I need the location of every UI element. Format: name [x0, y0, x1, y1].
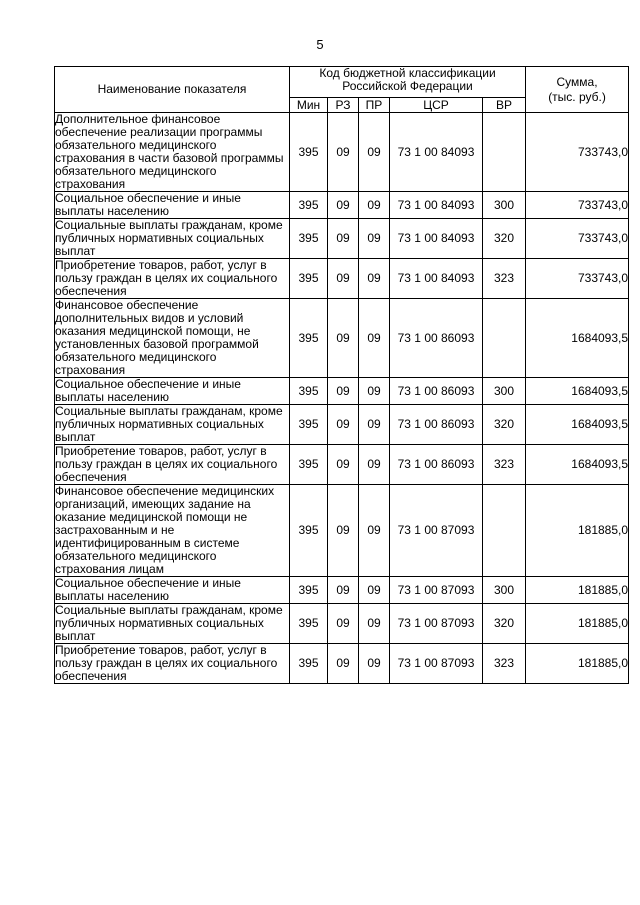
cell-csr: 73 1 00 84093: [390, 192, 483, 219]
cell-sum: 181885,0: [526, 577, 629, 604]
cell-name: Социальные выплаты гражданам, кроме публичных нормативных социальных выплат: [55, 405, 290, 445]
table-row: [55, 445, 629, 485]
cell-name: Социальное обеспечение и иные выплаты населению: [55, 378, 290, 405]
cell-min: 395: [290, 445, 328, 485]
cell-name: Социальное обеспечение и иные выплаты населению: [55, 577, 290, 604]
column-header-csr: ЦСР: [390, 98, 483, 113]
table-row: [55, 405, 629, 445]
cell-vr: [483, 299, 526, 378]
cell-csr: 73 1 00 86093: [390, 405, 483, 445]
cell-sum: 181885,0: [526, 485, 629, 577]
cell-min: 395: [290, 604, 328, 644]
cell-csr: 73 1 00 84093: [390, 219, 483, 259]
cell-csr: 73 1 00 87093: [390, 604, 483, 644]
cell-rz: 09: [328, 378, 359, 405]
table-header: [55, 67, 629, 113]
cell-csr: 73 1 00 87093: [390, 644, 483, 684]
cell-pr: 09: [359, 577, 390, 604]
column-header-rz: РЗ: [328, 98, 359, 113]
cell-sum: 733743,0: [526, 219, 629, 259]
cell-rz: 09: [328, 299, 359, 378]
cell-csr: 73 1 00 87093: [390, 485, 483, 577]
column-header-name: Наименование показателя: [55, 67, 290, 113]
cell-sum: 181885,0: [526, 604, 629, 644]
cell-rz: 09: [328, 219, 359, 259]
cell-pr: 09: [359, 445, 390, 485]
cell-vr: [483, 113, 526, 192]
table-row: [55, 378, 629, 405]
table-row: [55, 485, 629, 577]
table-row: [55, 259, 629, 299]
cell-csr: 73 1 00 86093: [390, 299, 483, 378]
table-row: [55, 192, 629, 219]
table-row: [55, 644, 629, 684]
cell-name: Финансовое обеспечение медицинских организаций, имеющих задание на оказание медицинской помощи не застрахованным и не идентифицированным в системе обязательного медицинского страхования лицам: [55, 485, 290, 577]
cell-vr: 320: [483, 405, 526, 445]
table-row: [55, 219, 629, 259]
table-row: [55, 577, 629, 604]
table-row: [55, 299, 629, 378]
page-number: 5: [316, 37, 324, 52]
cell-vr: 300: [483, 577, 526, 604]
column-header-vr: ВР: [483, 98, 526, 113]
cell-csr: 73 1 00 86093: [390, 378, 483, 405]
cell-csr: 73 1 00 84093: [390, 259, 483, 299]
cell-vr: 323: [483, 445, 526, 485]
cell-name: Социальные выплаты гражданам, кроме публичных нормативных социальных выплат: [55, 219, 290, 259]
cell-rz: 09: [328, 644, 359, 684]
cell-vr: 300: [483, 192, 526, 219]
table-row: [55, 113, 629, 192]
cell-min: 395: [290, 644, 328, 684]
cell-sum: 1684093,5: [526, 445, 629, 485]
cell-min: 395: [290, 378, 328, 405]
cell-min: 395: [290, 219, 328, 259]
cell-vr: 320: [483, 219, 526, 259]
cell-vr: [483, 485, 526, 577]
column-header-pr: ПР: [359, 98, 390, 113]
budget-table: [54, 66, 629, 684]
cell-sum: 733743,0: [526, 113, 629, 192]
cell-min: 395: [290, 113, 328, 192]
cell-pr: 09: [359, 259, 390, 299]
sum-header-line-2: (тыс. руб.): [548, 89, 606, 104]
cell-pr: 09: [359, 405, 390, 445]
cell-pr: 09: [359, 299, 390, 378]
cell-sum: 1684093,5: [526, 299, 629, 378]
cell-vr: 323: [483, 259, 526, 299]
cell-rz: 09: [328, 405, 359, 445]
cell-min: 395: [290, 259, 328, 299]
cell-name: Социальное обеспечение и иные выплаты населению: [55, 192, 290, 219]
code-group-line-2: Российской Федерации: [342, 79, 473, 93]
cell-sum: 733743,0: [526, 192, 629, 219]
cell-min: 395: [290, 577, 328, 604]
table-body: [55, 113, 629, 684]
column-header-sum: [526, 67, 629, 113]
cell-min: 395: [290, 192, 328, 219]
cell-pr: 09: [359, 219, 390, 259]
cell-rz: 09: [328, 577, 359, 604]
cell-csr: 73 1 00 87093: [390, 577, 483, 604]
cell-name: Приобретение товаров, работ, услуг в пользу граждан в целях их социального обеспечения: [55, 259, 290, 299]
cell-pr: 09: [359, 485, 390, 577]
cell-min: 395: [290, 405, 328, 445]
cell-vr: 323: [483, 644, 526, 684]
cell-vr: 320: [483, 604, 526, 644]
cell-rz: 09: [328, 445, 359, 485]
cell-name: Приобретение товаров, работ, услуг в пользу граждан в целях их социального обеспечения: [55, 445, 290, 485]
cell-pr: 09: [359, 378, 390, 405]
cell-sum: 181885,0: [526, 644, 629, 684]
table-row: [55, 604, 629, 644]
cell-rz: 09: [328, 192, 359, 219]
cell-name: Финансовое обеспечение дополнительных видов и условий оказания медицинской помощи, не установленных базовой программой обязательного медицинского страхования: [55, 299, 290, 378]
cell-pr: 09: [359, 192, 390, 219]
cell-min: 395: [290, 485, 328, 577]
cell-vr: 300: [483, 378, 526, 405]
code-group-line-1: Код бюджетной классификации: [319, 66, 496, 80]
cell-rz: 09: [328, 259, 359, 299]
cell-pr: 09: [359, 604, 390, 644]
cell-rz: 09: [328, 485, 359, 577]
cell-pr: 09: [359, 644, 390, 684]
cell-csr: 73 1 00 86093: [390, 445, 483, 485]
cell-sum: 1684093,5: [526, 405, 629, 445]
column-header-code-group: [290, 67, 526, 98]
cell-pr: 09: [359, 113, 390, 192]
cell-csr: 73 1 00 84093: [390, 113, 483, 192]
cell-rz: 09: [328, 604, 359, 644]
column-header-min: Мин: [290, 98, 328, 113]
cell-sum: 733743,0: [526, 259, 629, 299]
cell-name: Социальные выплаты гражданам, кроме публичных нормативных социальных выплат: [55, 604, 290, 644]
cell-name: Дополнительное финансовое обеспечение реализации программы обязательного медицинского страхования в части базовой программы обязательного медицинского страхования: [55, 113, 290, 192]
cell-rz: 09: [328, 113, 359, 192]
sum-header-line-1: Сумма,: [556, 74, 598, 89]
cell-name: Приобретение товаров, работ, услуг в пользу граждан в целях их социального обеспечения: [55, 644, 290, 684]
cell-min: 395: [290, 299, 328, 378]
cell-sum: 1684093,5: [526, 378, 629, 405]
